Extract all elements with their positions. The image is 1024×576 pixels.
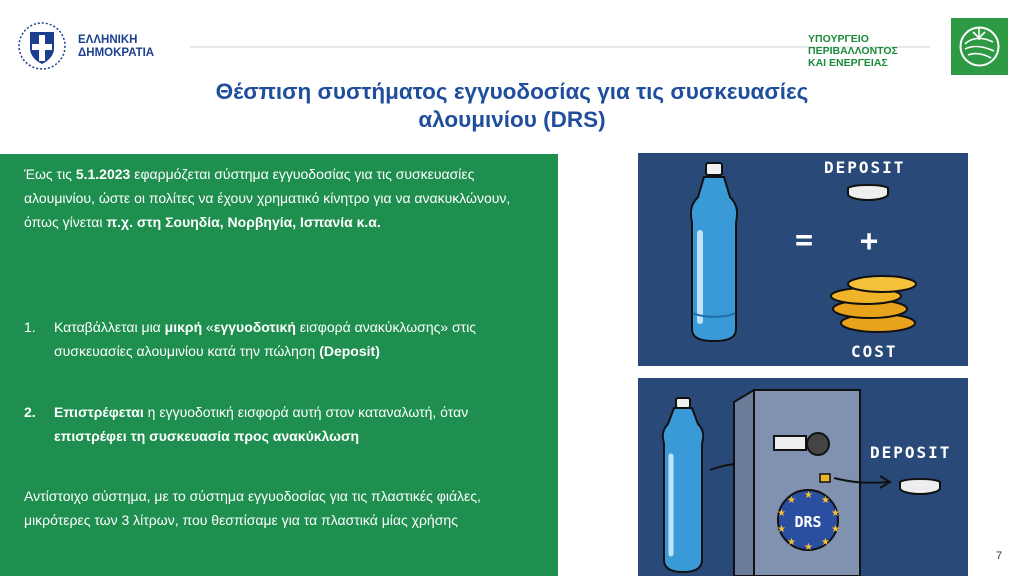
deposit-cap-icon	[848, 185, 888, 200]
svg-text:★: ★	[831, 524, 840, 535]
intro-text-2: εφαρμόζεται σύστημα εγγυοδοσίας για τις συσκευασίες αλουμινίου, ώστε οι πολίτες να έχουν χρηματικό κίνητρο για να ανακυκλώνουν, όπως γίνεται	[24, 166, 511, 230]
government-name-line-2: ΔΗΜΟΚΡΑΤΙΑ	[78, 47, 155, 59]
step-text: εισφορά ανακύκλωσης» στις συσκευασίες αλουμινίου κατά την πώληση	[54, 319, 477, 359]
ministry-name-line-3: ΚΑΙ ΕΝΕΡΓΕΙΑΣ	[808, 57, 888, 69]
step-emphasis: Επιστρέφεται	[54, 404, 144, 420]
list-item	[24, 315, 524, 363]
return-machine-illustration	[638, 378, 968, 576]
step-text: η εγγυοδοτική εισφορά αυτή στον καταναλωτή, όταν	[143, 404, 469, 420]
step-text: «	[202, 319, 214, 335]
government-name-line-1: ΕΛΛΗΝΙΚΗ	[78, 34, 138, 46]
water-bottle-icon	[663, 398, 703, 572]
ministry-name-line-2: ΠΕΡΙΒΑΛΛΟΝΤΟΣ	[808, 45, 898, 57]
plus-sign: +	[860, 224, 881, 259]
page-title-line-1: Θέσπιση συστήματος εγγυοδοσίας για τις συσκευασίες	[215, 79, 809, 104]
step-number: 2.	[24, 404, 36, 420]
cost-label: COST	[851, 342, 898, 361]
svg-text:★: ★	[831, 508, 840, 519]
outro-paragraph: Αντίστοιχο σύστημα, με το σύστημα εγγυοδοσίας για τις πλαστικές φιάλες, μικρότερες των 3 λίτρων, που θεσπίσαμε για τα πλαστικά μίας χρήσης	[24, 488, 481, 528]
ministry-name-line-1: ΥΠΟΥΡΓΕΙΟ	[808, 33, 869, 45]
government-name	[78, 34, 178, 60]
step-emphasis: εγγυοδοτική	[213, 319, 296, 335]
greek-coat-of-arms-icon	[18, 22, 66, 70]
svg-text:★: ★	[821, 537, 830, 548]
svg-text:★: ★	[804, 542, 813, 553]
svg-text:★: ★	[787, 537, 796, 548]
bottle-cost-illustration	[638, 153, 968, 366]
equals-sign: =	[795, 223, 816, 258]
deposit-label: DEPOSIT	[824, 158, 906, 177]
svg-text:★: ★	[777, 508, 786, 519]
deposit-cap-icon	[900, 479, 940, 494]
ministry-logo-icon	[951, 18, 1008, 75]
step-emphasis: μικρή	[164, 319, 203, 335]
page-number: 7	[996, 550, 1003, 562]
page-title	[90, 78, 934, 134]
svg-text:★: ★	[777, 524, 786, 535]
list-item	[24, 400, 524, 448]
intro-date: 5.1.2023	[75, 166, 131, 182]
svg-text:★: ★	[821, 495, 830, 506]
step-emphasis: (Deposit)	[319, 343, 380, 359]
deposit-label: DEPOSIT	[870, 443, 952, 462]
intro-countries: π.χ. στη Σουηδία, Νορβηγία, Ισπανία κ.α.	[106, 214, 381, 230]
svg-text:★: ★	[787, 495, 796, 506]
step-text: Καταβάλλεται μια	[54, 319, 165, 335]
intro-paragraph	[24, 162, 534, 234]
intro-text-1: Έως τις	[24, 166, 76, 182]
ministry-name	[808, 33, 938, 69]
svg-text:★: ★	[804, 490, 813, 501]
drs-machine-icon	[734, 390, 860, 576]
drs-label: DRS	[794, 513, 822, 531]
step-number: 1.	[24, 319, 36, 335]
page-title-line-2: αλουμινίου (DRS)	[418, 107, 606, 132]
step-emphasis: επιστρέφει τη συσκευασία προς ανακύκλωση	[54, 428, 360, 444]
